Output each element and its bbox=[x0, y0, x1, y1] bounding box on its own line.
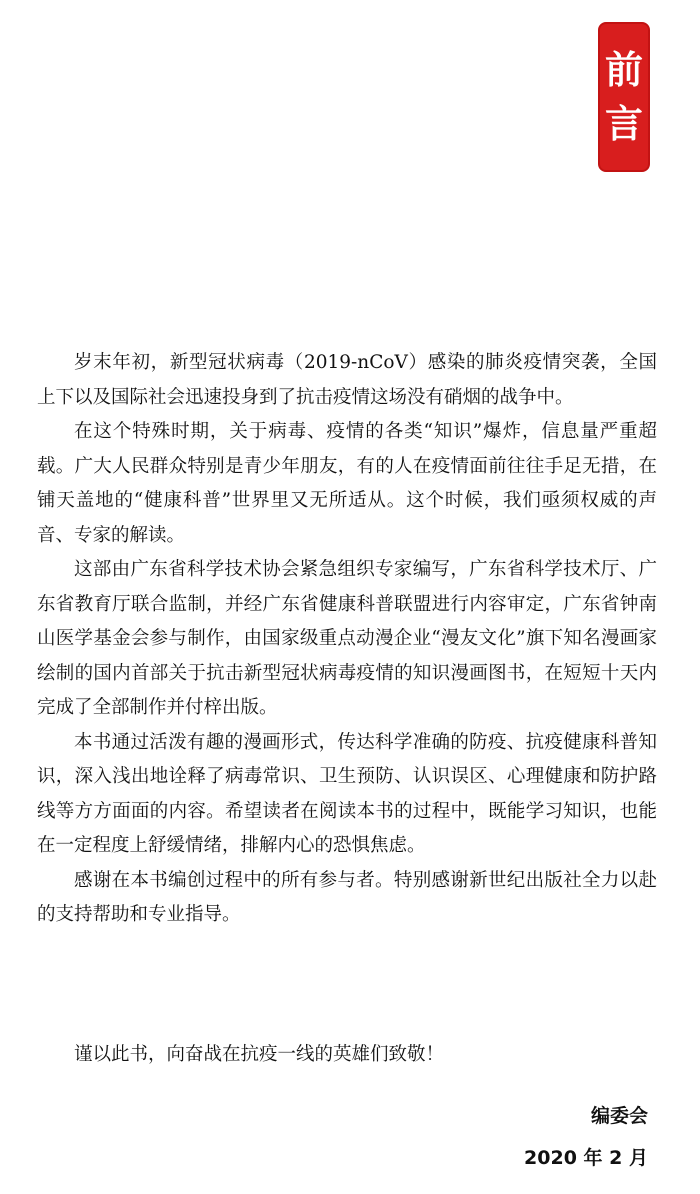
signature-author: 编委会 bbox=[590, 1105, 648, 1127]
paragraph-4: 本书通过活泼有趣的漫画形式，传达科学准确的防疫、抗疫健康科普知识，深入浅出地诠释了病毒常识、卫生预防、认识误区、心理健康和防护路线等方方面面的内容。希望读者在阅读本书的过程中，既能学习知识，也能在一定程度上舒缓情绪，排解内心的恐惧焦虑。 bbox=[37, 731, 657, 856]
signature-block bbox=[524, 1095, 648, 1179]
title-char-1: 前 bbox=[604, 48, 643, 92]
dedication-line: 谨以此书，向奋战在抗疫一线的英雄们致敬！ bbox=[74, 1044, 445, 1065]
signature-date: 2020 年 2 月 bbox=[524, 1147, 648, 1169]
paragraph-2: 在这个特殊时期，关于病毒、疫情的各类“知识”爆炸，信息量严重超载。广大人民群众特别是青少年朋友，有的人在疫情面前往往手足无措，在铺天盖地的“健康科普”世界里又无所适从。这个时候，我们亟须权威的声音、专家的解读。 bbox=[37, 421, 657, 546]
paragraph-3: 这部由广东省科学技术协会紧急组织专家编写，广东省科学技术厅、广东省教育厅联合监制，并经广东省健康科普联盟进行内容审定，广东省钟南山医学基金会参与制作，由国家级重点动漫企业“漫友文化”旗下知名漫画家绘制的国内首部关于抗击新型冠状病毒疫情的知识漫画图书，在短短十天内完成了全部制作并付梓出版。 bbox=[37, 559, 657, 718]
title-char-2: 言 bbox=[604, 102, 643, 146]
paragraph-5: 感谢在本书编创过程中的所有参与者。特别感谢新世纪出版社全力以赴的支持帮助和专业指导。 bbox=[37, 869, 657, 925]
preface-body bbox=[37, 346, 657, 933]
preface-title-badge bbox=[598, 22, 650, 172]
paragraph-1: 岁末年初，新型冠状病毒（2019-nCoV）感染的肺炎疫情突袭，全国上下以及国际社会迅速投身到了抗击疫情这场没有硝烟的战争中。 bbox=[37, 352, 657, 408]
